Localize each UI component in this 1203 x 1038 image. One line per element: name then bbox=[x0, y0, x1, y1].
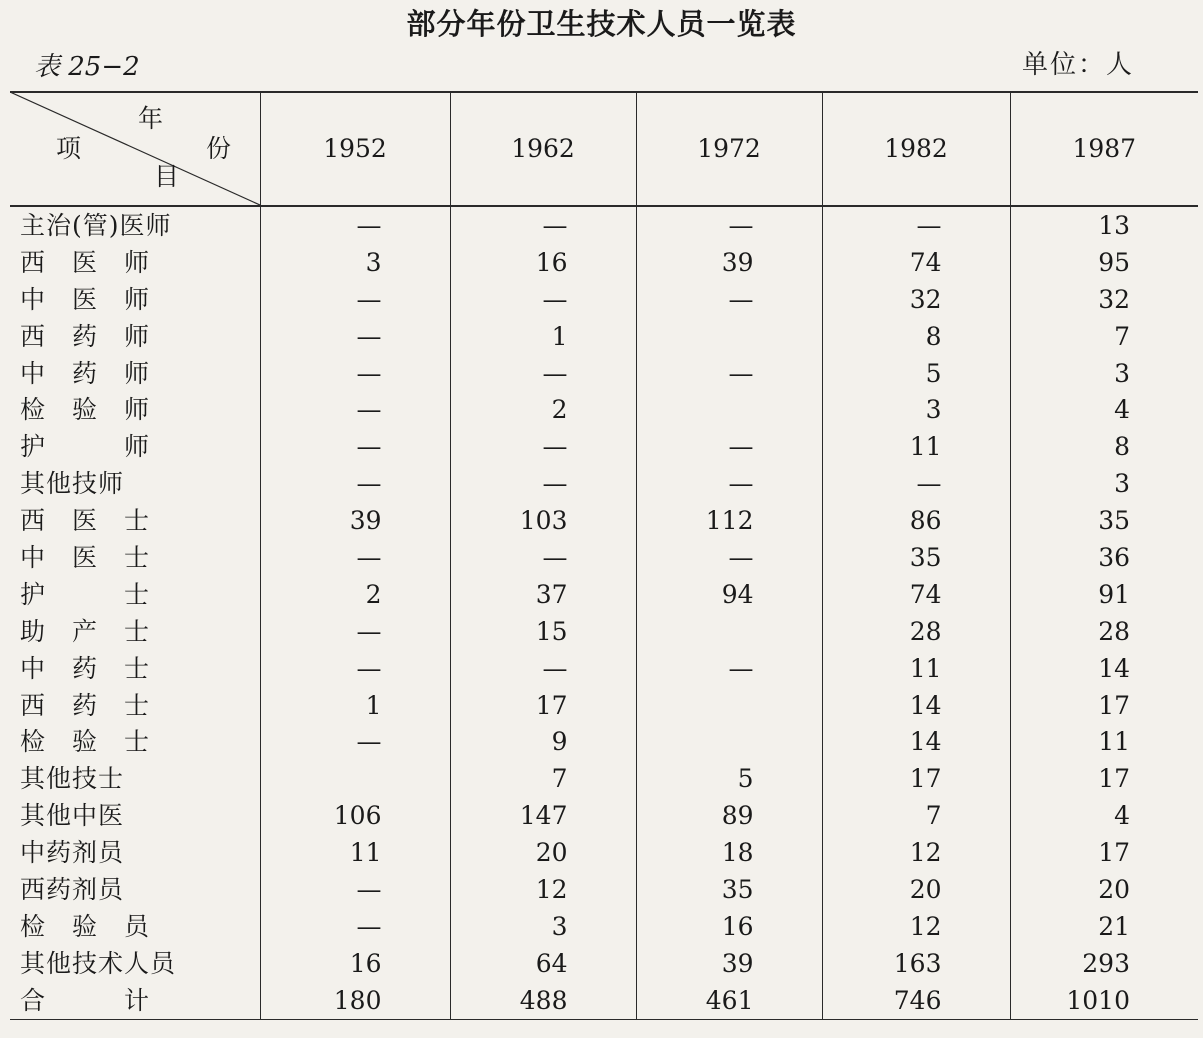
table-cell: 89 bbox=[636, 797, 822, 834]
table-cell: 28 bbox=[822, 613, 1010, 650]
corner-item: 项 bbox=[56, 134, 82, 163]
table-cell bbox=[636, 613, 822, 650]
row-label: 西 药 师 bbox=[20, 321, 151, 351]
table-cell: 35 bbox=[636, 871, 822, 908]
row-label: 中 药 师 bbox=[20, 358, 151, 388]
table-cell: — bbox=[450, 281, 636, 318]
row-label: 护 师 bbox=[20, 432, 151, 462]
table-cell: 3 bbox=[1010, 465, 1198, 502]
row-label: 西 医 师 bbox=[20, 247, 151, 277]
table-row bbox=[10, 871, 1198, 908]
table-row bbox=[10, 244, 1198, 281]
table-cell: 21 bbox=[1010, 908, 1198, 945]
table-cell: 86 bbox=[822, 502, 1010, 539]
table-row bbox=[10, 465, 1198, 502]
table-cell: 20 bbox=[822, 871, 1010, 908]
table-cell: — bbox=[822, 465, 1010, 502]
table-cell: 14 bbox=[822, 723, 1010, 760]
staff-table bbox=[10, 92, 1198, 1020]
table-cell: 7 bbox=[450, 760, 636, 797]
corner-fen: 份 bbox=[206, 134, 232, 163]
table-cell: — bbox=[450, 355, 636, 392]
table-row bbox=[10, 613, 1198, 650]
row-label: 其他技术人员 bbox=[20, 948, 177, 978]
table-cell: 74 bbox=[822, 244, 1010, 281]
table-cell: 4 bbox=[1010, 391, 1198, 428]
row-label: 西药剂员 bbox=[20, 874, 125, 904]
table-row bbox=[10, 206, 1198, 244]
table-cell: — bbox=[260, 613, 450, 650]
table-cell: 32 bbox=[1010, 281, 1198, 318]
table-cell: 3 bbox=[1010, 355, 1198, 392]
table-cell: 12 bbox=[450, 871, 636, 908]
table-cell: — bbox=[450, 465, 636, 502]
table-cell: 17 bbox=[1010, 687, 1198, 724]
table-row bbox=[10, 281, 1198, 318]
table-cell: 36 bbox=[1010, 539, 1198, 576]
row-label: 中药剂员 bbox=[20, 838, 125, 868]
table-row bbox=[10, 945, 1198, 982]
table-cell: 1 bbox=[450, 318, 636, 355]
table-cell: — bbox=[260, 723, 450, 760]
table-cell: 9 bbox=[450, 723, 636, 760]
row-label: 中 医 士 bbox=[20, 542, 151, 572]
table-cell: 91 bbox=[1010, 576, 1198, 613]
table-cell: — bbox=[636, 539, 822, 576]
table-cell: 17 bbox=[1010, 760, 1198, 797]
table-number: 表 25−2 bbox=[34, 52, 140, 82]
corner-cell bbox=[10, 92, 260, 206]
row-label: 合 计 bbox=[10, 982, 260, 1019]
table-cell: 95 bbox=[1010, 244, 1198, 281]
table-cell: 2 bbox=[260, 576, 450, 613]
table-cell: — bbox=[450, 428, 636, 465]
table-row bbox=[10, 687, 1198, 724]
table-cell: 39 bbox=[636, 244, 822, 281]
table-cell: 1 bbox=[260, 687, 450, 724]
year-header: 1962 bbox=[450, 92, 636, 206]
table-cell: 103 bbox=[450, 502, 636, 539]
row-label: 护 士 bbox=[20, 579, 151, 609]
table-cell: — bbox=[260, 355, 450, 392]
table-cell: — bbox=[450, 650, 636, 687]
table-cell: 147 bbox=[450, 797, 636, 834]
table-cell: 5 bbox=[636, 760, 822, 797]
table-cell: — bbox=[260, 465, 450, 502]
corner-mu: 目 bbox=[154, 162, 180, 191]
table-cell: 7 bbox=[1010, 318, 1198, 355]
table-cell: 17 bbox=[1010, 834, 1198, 871]
table-cell: 14 bbox=[1010, 650, 1198, 687]
table-cell: 3 bbox=[822, 391, 1010, 428]
table-cell: 37 bbox=[450, 576, 636, 613]
table-cell: — bbox=[822, 206, 1010, 244]
table-cell: 16 bbox=[450, 244, 636, 281]
table-cell: 17 bbox=[822, 760, 1010, 797]
table-cell: 180 bbox=[260, 982, 450, 1019]
table-cell: 163 bbox=[822, 945, 1010, 982]
table-row bbox=[10, 576, 1198, 613]
table-cell: 12 bbox=[822, 908, 1010, 945]
row-label: 中 医 师 bbox=[20, 284, 151, 314]
row-label: 检 验 士 bbox=[20, 727, 151, 757]
table-cell bbox=[636, 687, 822, 724]
table-cell: — bbox=[636, 281, 822, 318]
year-header: 1972 bbox=[636, 92, 822, 206]
table-cell: — bbox=[260, 539, 450, 576]
table-row bbox=[10, 539, 1198, 576]
row-label: 其他技师 bbox=[20, 469, 125, 499]
table-cell: — bbox=[260, 206, 450, 244]
table-cell: 3 bbox=[260, 244, 450, 281]
table-cell: 11 bbox=[260, 834, 450, 871]
table-cell: — bbox=[636, 650, 822, 687]
row-label: 检 验 师 bbox=[20, 395, 151, 425]
table-cell: 39 bbox=[636, 945, 822, 982]
table-row bbox=[10, 723, 1198, 760]
table-row bbox=[10, 318, 1198, 355]
table-cell: — bbox=[636, 465, 822, 502]
table-cell: 32 bbox=[822, 281, 1010, 318]
table-row bbox=[10, 502, 1198, 539]
row-label: 中 药 士 bbox=[20, 653, 151, 683]
row-label: 检 验 员 bbox=[20, 911, 151, 941]
table-cell bbox=[636, 723, 822, 760]
table-cell: 13 bbox=[1010, 206, 1198, 244]
table-cell: — bbox=[636, 355, 822, 392]
row-label: 其他中医 bbox=[20, 801, 125, 831]
table-cell: 11 bbox=[1010, 723, 1198, 760]
table-cell: 4 bbox=[1010, 797, 1198, 834]
table-cell: 64 bbox=[450, 945, 636, 982]
table-cell bbox=[636, 391, 822, 428]
table-cell: 488 bbox=[450, 982, 636, 1019]
table-row bbox=[10, 650, 1198, 687]
table-cell: — bbox=[260, 281, 450, 318]
table-cell: 106 bbox=[260, 797, 450, 834]
table-cell: 1010 bbox=[1010, 982, 1198, 1019]
header-row bbox=[10, 92, 1198, 206]
year-header: 1987 bbox=[1010, 92, 1198, 206]
row-label: 西 药 士 bbox=[20, 690, 151, 720]
table-cell: — bbox=[450, 539, 636, 576]
table-cell: 746 bbox=[822, 982, 1010, 1019]
table-cell: 39 bbox=[260, 502, 450, 539]
table-row bbox=[10, 908, 1198, 945]
table-cell: 3 bbox=[450, 908, 636, 945]
table-cell: 94 bbox=[636, 576, 822, 613]
table-cell: 8 bbox=[1010, 428, 1198, 465]
table-cell: 11 bbox=[822, 650, 1010, 687]
table-cell: 5 bbox=[822, 355, 1010, 392]
row-label: 主治(管)医师 bbox=[20, 210, 172, 240]
table-cell: — bbox=[636, 206, 822, 244]
table-cell: 8 bbox=[822, 318, 1010, 355]
year-header: 1952 bbox=[260, 92, 450, 206]
table-row bbox=[10, 428, 1198, 465]
table-cell: — bbox=[636, 428, 822, 465]
table-cell: 17 bbox=[450, 687, 636, 724]
table-cell: 35 bbox=[1010, 502, 1198, 539]
table-row bbox=[10, 355, 1198, 392]
table-cell: 15 bbox=[450, 613, 636, 650]
table-cell: 12 bbox=[822, 834, 1010, 871]
table-cell: 16 bbox=[636, 908, 822, 945]
table-cell: — bbox=[260, 871, 450, 908]
table-row bbox=[10, 982, 1198, 1019]
table-cell: 74 bbox=[822, 576, 1010, 613]
table-cell: — bbox=[260, 650, 450, 687]
row-label: 其他技士 bbox=[20, 764, 125, 794]
table-cell: — bbox=[260, 318, 450, 355]
table-cell: 18 bbox=[636, 834, 822, 871]
table-cell: 293 bbox=[1010, 945, 1198, 982]
row-label: 助 产 士 bbox=[20, 616, 151, 646]
table-cell: 14 bbox=[822, 687, 1010, 724]
year-header: 1982 bbox=[822, 92, 1010, 206]
table-cell: — bbox=[260, 428, 450, 465]
table-cell: 20 bbox=[1010, 871, 1198, 908]
unit-label: 单位：人 bbox=[1022, 50, 1135, 80]
table-row bbox=[10, 760, 1198, 797]
table-cell bbox=[636, 318, 822, 355]
table-cell: — bbox=[450, 206, 636, 244]
corner-year: 年 bbox=[138, 104, 164, 133]
table-cell: 2 bbox=[450, 391, 636, 428]
page-title: 部分年份卫生技术人员一览表 bbox=[406, 7, 797, 41]
table-row bbox=[10, 391, 1198, 428]
table-row bbox=[10, 797, 1198, 834]
table-cell: 35 bbox=[822, 539, 1010, 576]
table-cell: 20 bbox=[450, 834, 636, 871]
table-cell: 112 bbox=[636, 502, 822, 539]
table-cell: 7 bbox=[822, 797, 1010, 834]
table-cell bbox=[260, 760, 450, 797]
table-cell: 461 bbox=[636, 982, 822, 1019]
table-row bbox=[10, 834, 1198, 871]
table-cell: 28 bbox=[1010, 613, 1198, 650]
table-cell: — bbox=[260, 391, 450, 428]
table-cell: 11 bbox=[822, 428, 1010, 465]
row-label: 西 医 士 bbox=[20, 506, 151, 536]
table-cell: — bbox=[260, 908, 450, 945]
table-cell: 16 bbox=[260, 945, 450, 982]
